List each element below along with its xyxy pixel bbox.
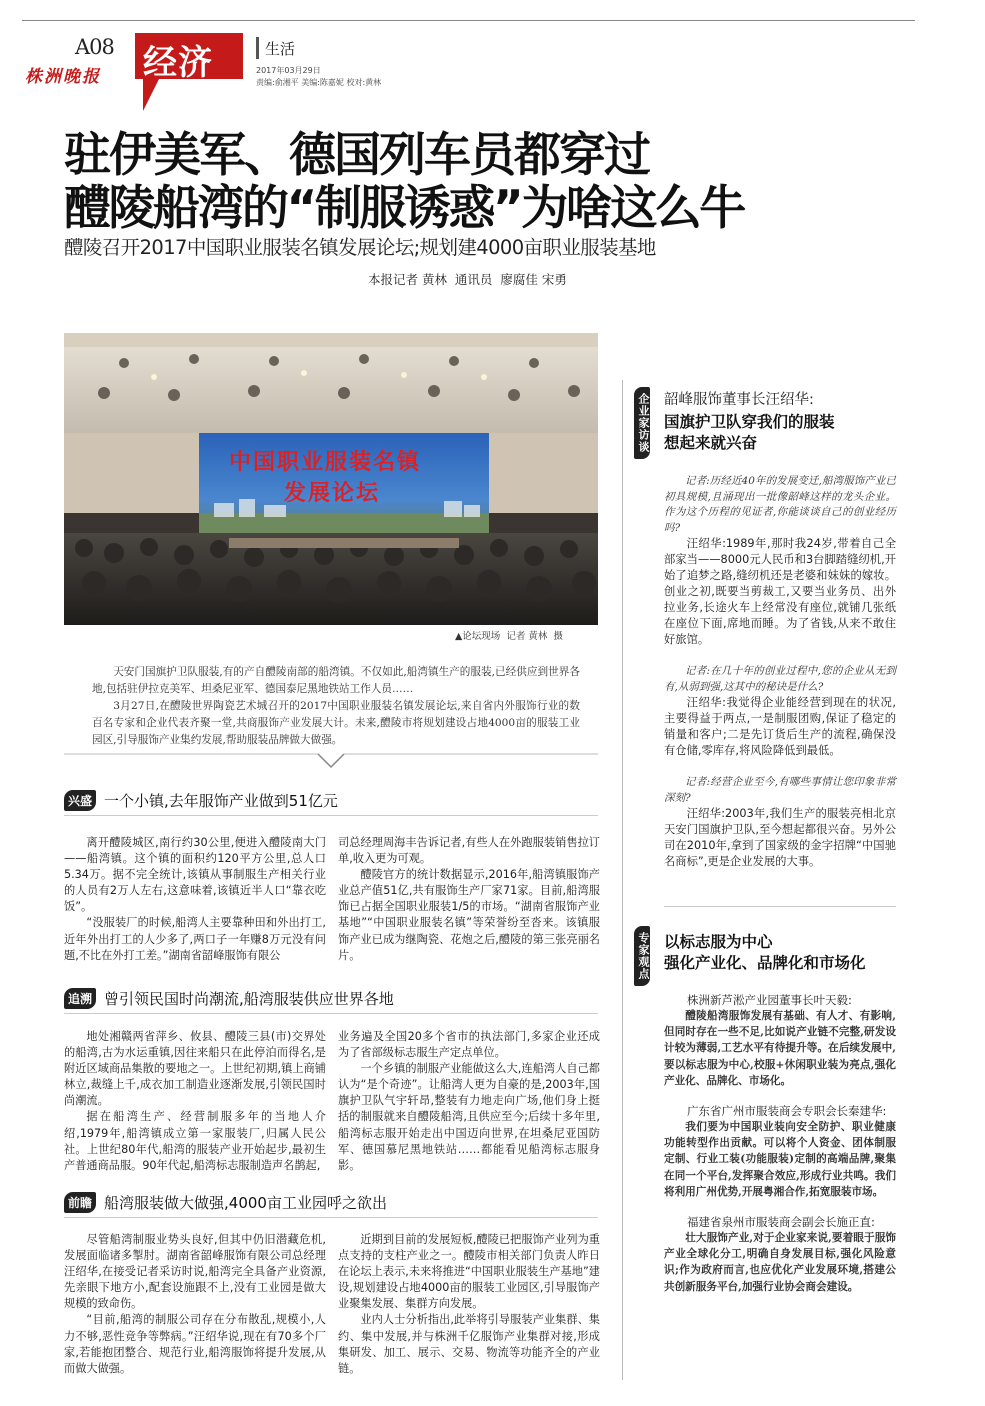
paragraph: 离开醴陵城区,南行约30公里,便进入醴陵南大门——船湾镇。这个镇的面积约120平方公里,总人口5.34万。据不完全统计,该镇从事制服生产相关行业的人员有2万人左右,这意味着,该镇近半人口“靠衣吃饭”。: [64, 836, 326, 914]
intro-paragraph-2: 3月27日,在醴陵世界陶瓷艺术城召开的2017中国职业服装名镇发展论坛,来自省内外服饰行业的数百名专家和企业代表齐聚一堂,共商服饰产业发展大计。未来,醴陵市将规划建设占地4000亩的服装工业园区,引导服饰产业集约发展,帮助服装品牌做大做强。: [92, 700, 580, 746]
expert-quote: 壮大服饰产业,对于企业家来说,要着眼于服饰产业全球化分工,明确自身发展目标,强化风险意识;作为政府而言,也应优化产业发展环境,搭建公共创新服务平台,加强行业协会商会建设。: [664, 1232, 896, 1293]
answer: 汪绍华:我觉得企业能经营到现在的状况,主要得益于两点,一是制服团购,保证了稳定的销量和客户;二是先订货后生产的流程,确保没有仓储,零库存,将风险降低到最低。: [664, 696, 896, 757]
paragraph: 业内人士分析指出,此举将引导服装产业集群、集约、集中发展,并与株洲千亿服饰产业集群对接,形成集研发、加工、展示、交易、物流等功能齐全的产业链。: [338, 1313, 600, 1375]
section-badge: [135, 33, 243, 111]
section-1-col2: [338, 835, 600, 964]
experts-list: [664, 992, 896, 1295]
staff-credits: 责编:俞湘平 美编:陈嘉妮 校对:黄林: [256, 78, 382, 87]
question: 记者:经营企业至今,有哪些事情让您印象非常深刻?: [664, 776, 896, 804]
paragraph: 地处湘赣两省萍乡、攸县、醴陵三县(市)交界处的船湾,古为水运重镇,因往来船只在此停泊而得名,是附近区域商品集散的要地之一。上世纪初期,镇上商铺林立,裁缝上千,成衣加工制造业逐渐发展,引领民国时尚潮流。: [64, 1030, 326, 1108]
interview-title-line1: 韶峰服饰董事长汪绍华:: [664, 392, 814, 408]
paragraph: 醴陵官方的统计数据显示,2016年,船湾镇服饰产业总产值51亿,共有服饰生产厂家71家。目前,船湾服饰已占据全国职业服装1/5的市场。“湖南省服饰产业基地”“中国职业服装名镇”等荣誉纷至沓来。该镇服饰产业已成为继陶瓷、花炮之后,醴陵的第三张亮丽名片。: [338, 868, 600, 962]
section-3-col1: [64, 1232, 326, 1377]
question: 记者:在几十年的创业过程中,您的企业从无到有,从弱到强,这其中的秘诀是什么?: [664, 665, 896, 693]
section-header-1: [64, 790, 338, 811]
headline-line2: 醴陵船湾的“制服诱惑”为啥这么牛: [64, 181, 744, 236]
paragraph: 据在船湾生产、经营制服多年的当地人介绍,1979年,船湾镇成立第一家服装厂,归属人民公社。上世纪80年代,船湾的服装产业开始起步,最初生产普通商品服。90年代起,船湾标志服制造声名鹊起,: [64, 1110, 326, 1172]
forum-photo: [64, 333, 598, 625]
subtitle: 醴陵召开2017中国职业服装名镇发展论坛;规划建4000亩职业服装基地: [64, 236, 656, 259]
subsection-label: 生活: [265, 40, 296, 58]
section-tag: 追溯: [64, 988, 96, 1009]
section-2-col1: [64, 1029, 326, 1174]
experts-tag: 专家观点: [634, 926, 650, 986]
section-tag: 兴盛: [64, 790, 96, 811]
answer: 汪绍华:1989年,那时我24岁,带着自己全部家当——8000元人民币和3台脚踏缝纫机,开始了追梦之路,缝纫机还是老婆和妹妹的嫁妆。创业之初,既要当剪裁工,又要当业务员、出外拉业务,长途火车上经常没有座位,就铺几张纸在座位下面,席地而睡。为了省钱,从来不敢住好旅馆。: [664, 537, 896, 646]
paragraph: 司总经理周海丰告诉记者,有些人在外跑服装销售拉订单,收入更为可观。: [338, 836, 600, 866]
paper-name-logo: 株洲晚报: [25, 67, 101, 87]
section-3-col2: [338, 1232, 600, 1377]
interview-title-line3: 想起来就兴奋: [664, 434, 758, 452]
section-title: 曾引领民国时尚潮流,船湾服装供应世界各地: [104, 990, 394, 1008]
headline-line1: 驻伊美军、德国列车员都穿过: [64, 128, 649, 183]
section-title: 经济: [143, 43, 213, 83]
photo-banner-line1: 中国职业服装名镇: [229, 449, 422, 475]
expert-name: 株洲新芦淞产业园董事长叶天毅:: [687, 993, 852, 1007]
byline: 本报记者 黄林 通讯员 廖腐佳 宋勇: [368, 272, 567, 287]
question: 记者:历经近40年的发展变迁,船湾服饰产业已初具规模,且涌现出一批像韶峰这样的龙头企业。作为这个历程的见证者,你能谈谈自己的创业经历吗?: [664, 475, 896, 534]
interview-title-line2: 国旗护卫队穿我们的服装: [664, 413, 835, 431]
section-rule: [64, 815, 598, 816]
section-title: 一个小镇,去年服饰产业做到51亿元: [104, 792, 338, 810]
experts-title-line2: 强化产业化、品牌化和市场化: [664, 954, 866, 972]
intro-paragraph-1: 天安门国旗护卫队服装,有的产自醴陵南部的船湾镇。不仅如此,船湾镇生产的服装,已经供应到世界各地,包括驻伊拉克美军、坦桑尼亚军、德国泰尼黑地铁站工作人员……: [92, 666, 580, 695]
section-header-2: [64, 988, 394, 1009]
expert-name: 广东省广州市服装商会专职会长秦建华:: [687, 1104, 887, 1119]
intro-divider: [64, 742, 598, 772]
interview-tag: 企业家访谈: [634, 387, 650, 459]
section-rule: [64, 1013, 598, 1014]
section-tag: 前瞻: [64, 1192, 96, 1213]
right-section-rule: [664, 906, 896, 907]
section-2-col2: [338, 1029, 600, 1174]
section-rule: [64, 1217, 598, 1218]
paragraph: 近期到目前的发展短板,醴陵已把服饰产业列为重点支持的支柱产业之一。醴陵市相关部门负责人昨日在论坛上表示,未来将推进“中国职业服装生产基地”建设,规划建设占地4000亩的服装工业园区,引导服饰产业聚集发展、集群方向发展。: [338, 1233, 600, 1311]
photo-caption: ▲论坛现场 记者 黄林 摄: [455, 631, 563, 642]
expert-quote: 我们要为中国职业装向安全防护、职业健康功能转型作出贡献。可以将个人资金、团体制服定制、行业工装(功能服装)定制的高端品牌,聚集在同一个平台,发挥聚合效应,形成行业共鸣。我们将利用广州优势,开展粤湘合作,拓宽服装市场。: [664, 1121, 896, 1198]
page-number: A08: [75, 35, 114, 59]
paragraph: “没服装厂的时候,船湾人主要靠种田和外出打工,近年外出打工的人少多了,两口子一年赚8万元没有问题,不比在外打工差。”湖南省韶峰服饰有限公: [64, 916, 326, 962]
answer: 汪绍华:2003年,我们生产的服装亮相北京天安门国旗护卫队,至今想起都很兴奋。另外公司在2010年,拿到了国家级的金字招牌“中国驰名商标”,更是企业发展的大事。: [664, 807, 896, 868]
photo-banner-line2: 发展论坛: [284, 480, 381, 506]
section-header-3: [64, 1192, 387, 1213]
issue-date: 2017年03月29日: [256, 66, 321, 75]
paragraph: 业务遍及全国20多个省市的执法部门,多家企业还成为了省部级标志服生产定点单位。: [338, 1030, 600, 1060]
paragraph: 一个乡镇的制服产业能做这么大,连船湾人自己都认为“是个奇迹”。让船湾人更为自豪的是,2003年,国旗护卫队气宇轩昂,整装有力地走向广场,他们身上挺括的制服就来自醴陵船湾,且供应至今;后续十多年里,船湾标志服开始走出中国迈向世界,在坦桑尼亚国防军、德国慕尼黑地铁站……都能看见船湾标志服身影。: [338, 1062, 600, 1172]
interview-qa: [664, 474, 896, 870]
section-1-col1: [64, 835, 326, 964]
section-title: 船湾服装做大做强,4000亩工业园呼之欲出: [104, 1194, 387, 1212]
top-rule: [22, 20, 915, 21]
paragraph: “目前,船湾的制服公司存在分布散乱,规模小,人力不够,恶性竞争等弊病。”汪绍华说,现在有70多个厂家,若能抱团整合、规范行业,船湾服饰将提升发展,从而做大做强。: [64, 1313, 326, 1375]
paragraph: 尽管船湾制服业势头良好,但其中仍旧潜藏危机,发展面临诸多掣肘。湖南省韶峰服饰有限公司总经理汪绍华,在接受记者采访时说,船湾完全具备产业资源,先亲眼下地方小,配套设施跟不上,没有工业园是做大规模的致命伤。: [64, 1233, 326, 1311]
expert-quote: 醴陵船湾服饰发展有基础、有人才、有影响,但同时存在一些不足,比如说产业链不完整,研发设计较为薄弱,工艺水平有待提升等。在后续发展中,要以标志服为中心,校服+休闲职业装为亮点,强化产业化、品牌化、市场化。: [664, 1010, 896, 1087]
right-column-divider: [622, 380, 623, 1380]
expert-name: 福建省泉州市服装商会副会长施正直:: [687, 1215, 875, 1230]
subsection-divider: [256, 37, 259, 59]
experts-title-line1: 以标志服为中心: [664, 933, 773, 951]
